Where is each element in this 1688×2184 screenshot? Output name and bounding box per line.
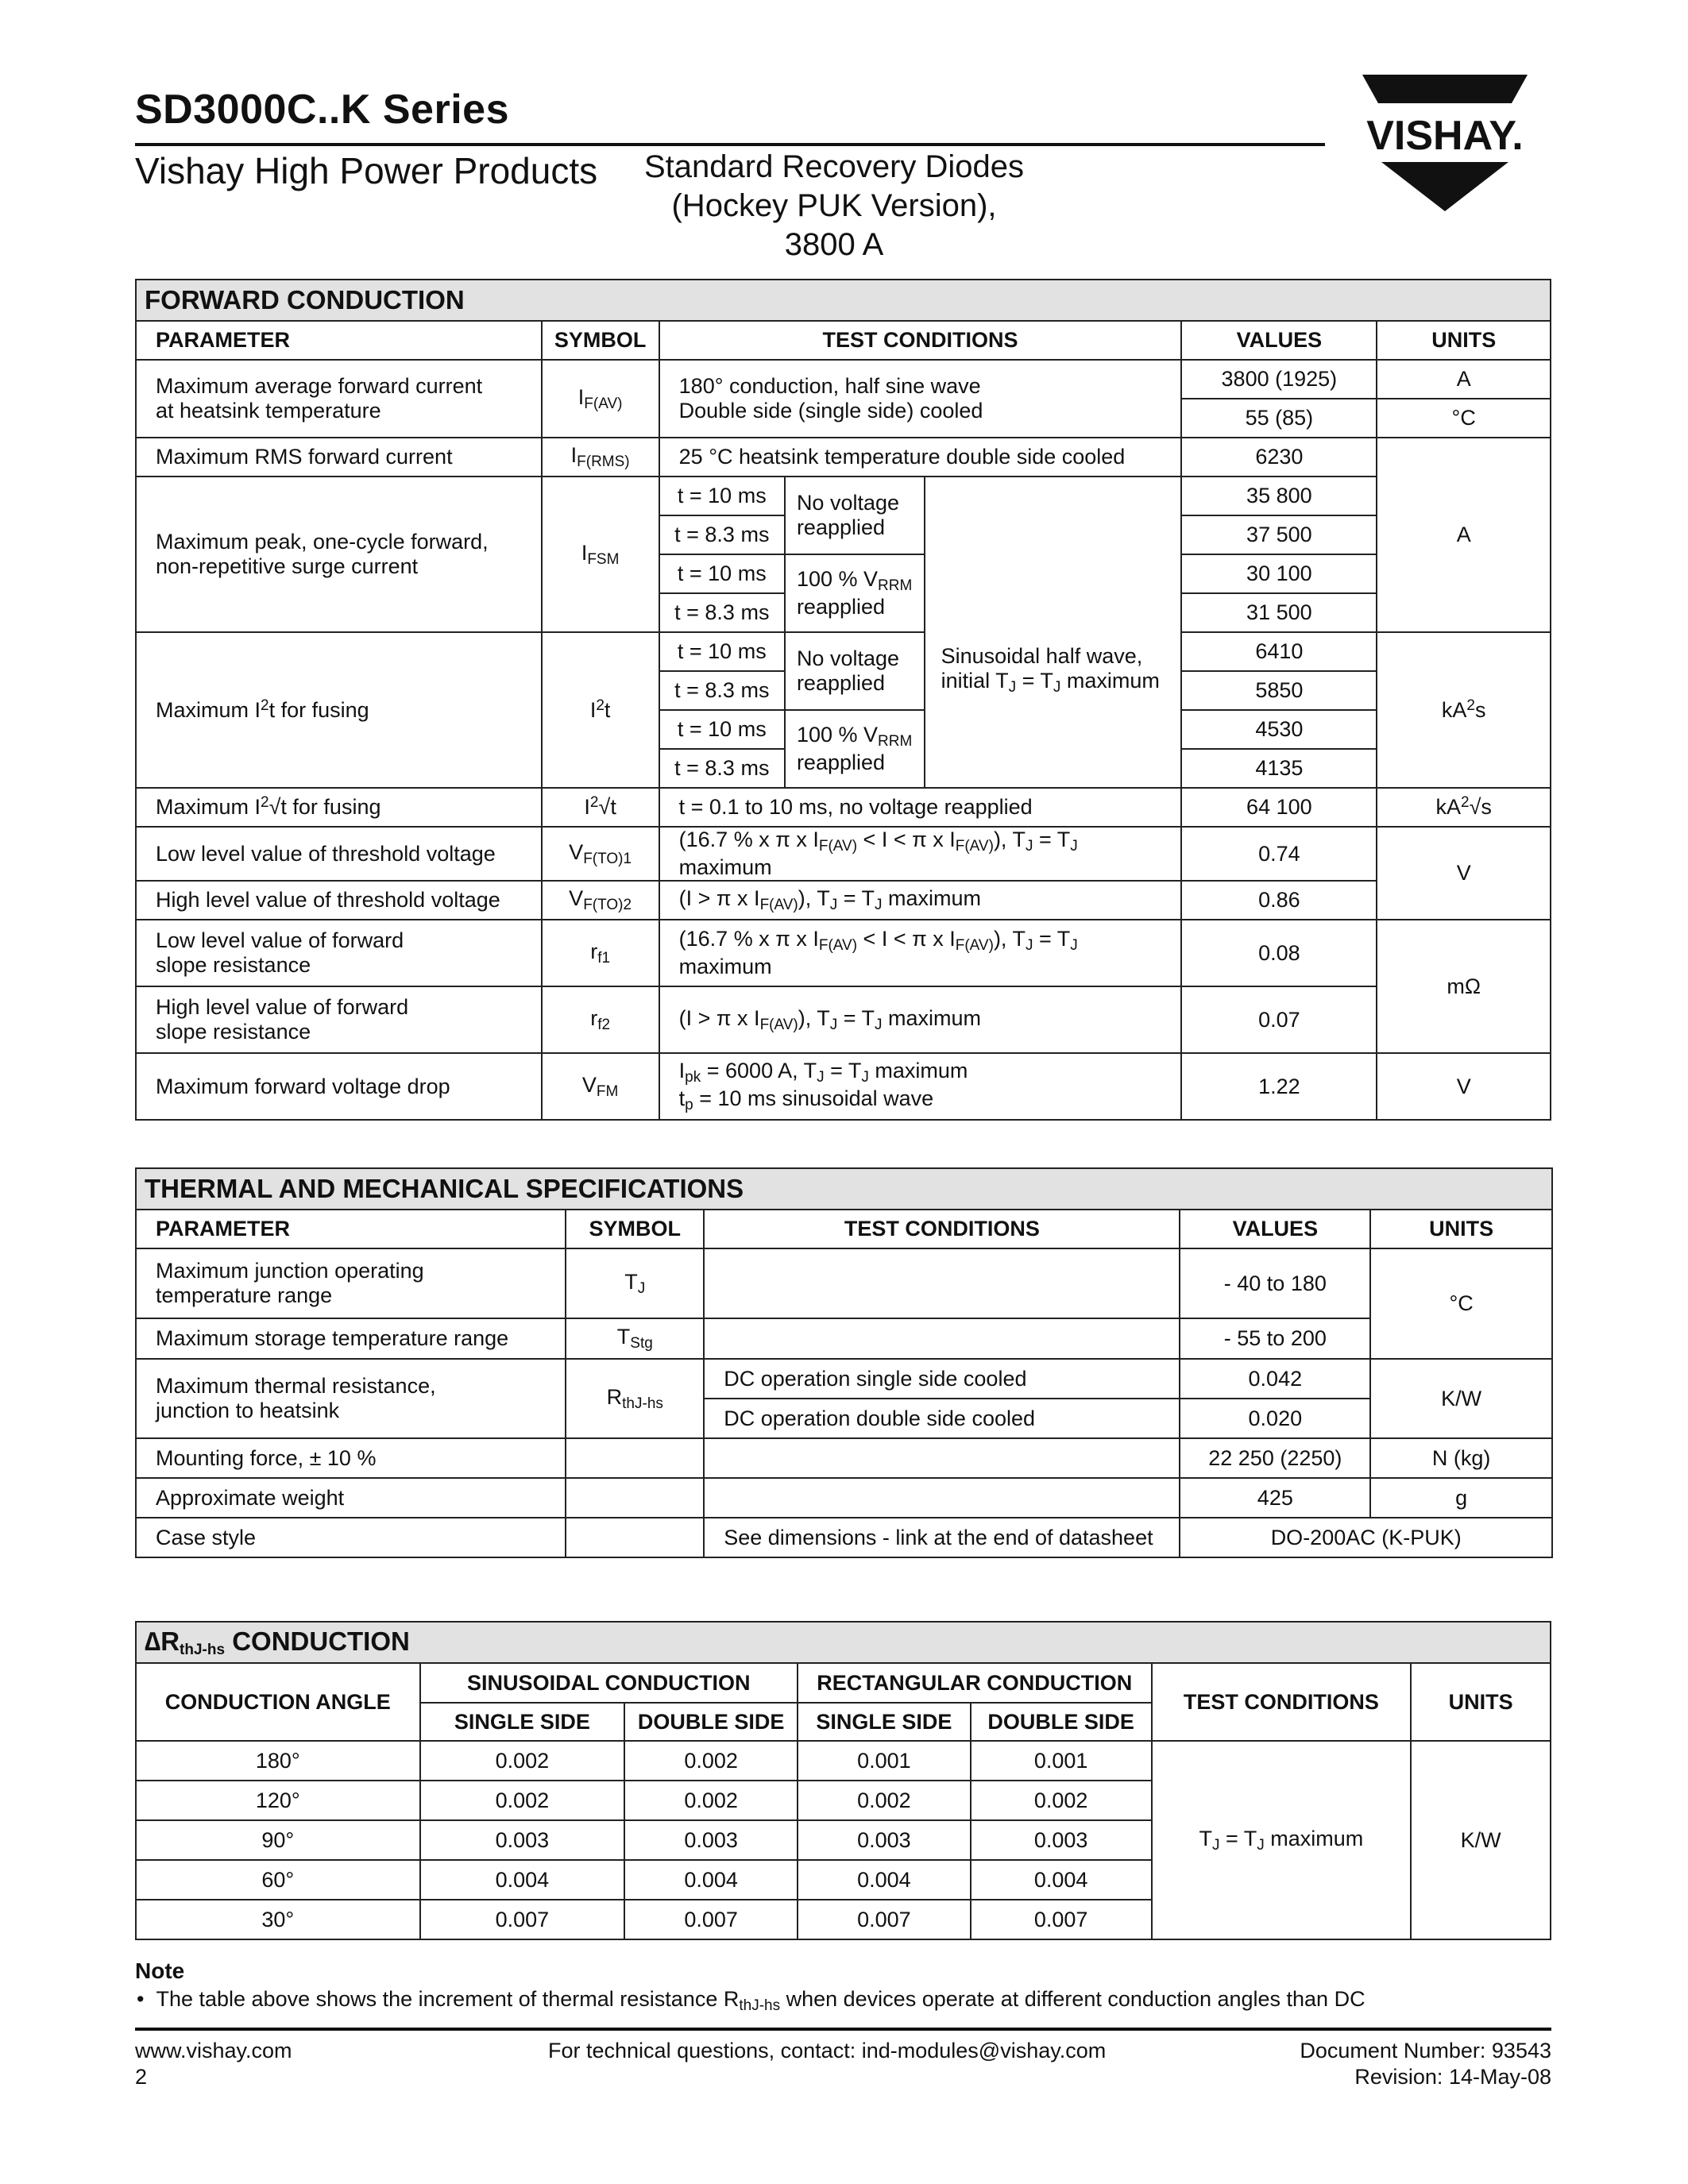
value-cell: 6230	[1181, 438, 1377, 477]
test-cell: DC operation single side cooled	[704, 1359, 1180, 1399]
unit-cell: $kA^2√s$	[1377, 788, 1551, 827]
test-cell: (I > π x $I_{F(AV)}$), $T_J = T_J$ maximum	[659, 881, 1182, 920]
test-cell	[704, 1478, 1180, 1518]
section-title: THERMAL AND MECHANICAL SPECIFICATIONS	[136, 1168, 1552, 1210]
time-cell: t = 8.3 ms	[659, 593, 785, 632]
symbol-cell	[566, 1518, 704, 1557]
subtitle-line-1: Standard Recovery Diodes	[643, 149, 1025, 184]
voltage-cond-cell: No voltage reapplied	[785, 477, 925, 554]
value-cell: 0.002	[420, 1781, 625, 1820]
time-cell: t = 10 ms	[659, 554, 785, 593]
time-cell: t = 8.3 ms	[659, 515, 785, 554]
header-rule	[135, 143, 1325, 146]
col-header-test-conditions: TEST CONDITIONS	[659, 321, 1182, 360]
contact-email-link[interactable]: ind-modules@vishay.com	[861, 2039, 1107, 2062]
col-header-values: VALUES	[1180, 1210, 1370, 1248]
time-cell: t = 8.3 ms	[659, 671, 785, 710]
value-cell: 0.003	[798, 1820, 971, 1860]
param-cell: Maximum $I^2t$ for fusing	[136, 632, 542, 788]
value-cell: 0.007	[971, 1900, 1152, 1939]
page-number: 2	[135, 2065, 148, 2089]
value-cell: 0.002	[624, 1741, 798, 1781]
symbol-cell: $T_J$	[566, 1248, 704, 1318]
value-cell: 0.004	[798, 1860, 971, 1900]
vishay-logo	[1354, 75, 1535, 214]
param-cell: Approximate weight	[136, 1478, 566, 1518]
product-subtitle	[635, 148, 1033, 264]
value-cell: 0.002	[798, 1781, 971, 1820]
symbol-cell: $I_{FSM}$	[542, 477, 659, 632]
division-name: Vishay High Power Products	[135, 150, 598, 191]
value-cell: 31 500	[1181, 593, 1377, 632]
unit-cell: K/W	[1370, 1359, 1552, 1438]
unit-cell: A	[1377, 360, 1551, 399]
value-cell: 0.001	[971, 1741, 1152, 1781]
symbol-cell: $V_{FM}$	[542, 1053, 659, 1120]
value-cell: 0.002	[420, 1741, 625, 1781]
param-cell: Maximum peak, one-cycle forward, non-repetitive surge current	[136, 477, 542, 632]
note-title: Note	[135, 1958, 185, 1983]
symbol-cell: $I_{F(AV)}$	[542, 360, 659, 438]
angle-cell: 90°	[136, 1820, 420, 1860]
voltage-cond-cell: 100 % $V_{RRM}$ reapplied	[785, 554, 925, 632]
delta-rthj-hs-table	[135, 1621, 1551, 1940]
value-cell: 37 500	[1181, 515, 1377, 554]
time-cell: t = 8.3 ms	[659, 749, 785, 788]
footer-rule	[135, 2028, 1551, 2031]
test-cell: $I_{pk} = 6000$ A, $T_J = T_J$ maximum $t_p = 10$ ms sinusoidal wave	[659, 1053, 1182, 1120]
value-cell: 0.003	[420, 1820, 625, 1860]
test-cell	[704, 1248, 1180, 1318]
value-cell: - 40 to 180	[1180, 1248, 1370, 1318]
time-cell: t = 10 ms	[659, 632, 785, 671]
value-cell: 0.042	[1180, 1359, 1370, 1399]
param-cell: Maximum average forward current at heatsink temperature	[136, 360, 542, 438]
col-header-units: UNITS	[1377, 321, 1551, 360]
symbol-cell: $V_{F(TO)2}$	[542, 881, 659, 920]
value-cell: 0.007	[420, 1900, 625, 1939]
footer-website[interactable]: www.vishay.com	[135, 2039, 292, 2062]
value-cell: 30 100	[1181, 554, 1377, 593]
unit-cell: $kA^2s$	[1377, 632, 1551, 788]
unit-cell: N (kg)	[1370, 1438, 1552, 1478]
value-cell: 0.08	[1181, 920, 1377, 986]
thermal-mechanical-table	[135, 1167, 1553, 1558]
angle-cell: 120°	[136, 1781, 420, 1820]
test-cell: $T_J = T_J$ maximum	[1152, 1741, 1412, 1939]
col-header-symbol: SYMBOL	[542, 321, 659, 360]
col-header-rectangular: RECTANGULAR CONDUCTION	[798, 1663, 1152, 1703]
param-cell: High level value of forward slope resistance	[136, 986, 542, 1053]
value-cell: 4135	[1181, 749, 1377, 788]
value-cell: 1.22	[1181, 1053, 1377, 1120]
param-cell: Maximum thermal resistance, junction to heatsink	[136, 1359, 566, 1438]
unit-cell: g	[1370, 1478, 1552, 1518]
unit-cell: V	[1377, 827, 1551, 920]
footer-contact: For technical questions, contact: ind-modules@vishay.com	[548, 2039, 1107, 2062]
param-cell: Low level value of forward slope resistance	[136, 920, 542, 986]
section-title: FORWARD CONDUCTION	[136, 280, 1551, 321]
value-cell: 35 800	[1181, 477, 1377, 515]
document-title: SD3000C..K Series	[135, 87, 509, 133]
section-title: $\Delta R_{thJ-hs}$ CONDUCTION	[136, 1622, 1551, 1663]
test-cell: 180° conduction, half sine wave Double side (single side) cooled	[659, 360, 1182, 438]
col-header-rect-double: DOUBLE SIDE	[971, 1703, 1152, 1741]
value-cell: 55 (85)	[1181, 399, 1377, 438]
unit-cell: A	[1377, 438, 1551, 632]
unit-cell: °C	[1370, 1248, 1552, 1359]
value-cell: 0.004	[624, 1860, 798, 1900]
revision-date: Revision: 14-May-08	[1354, 2065, 1551, 2089]
value-cell: 0.004	[420, 1860, 625, 1900]
col-header-rect-single: SINGLE SIDE	[798, 1703, 971, 1741]
symbol-cell: $r_{f2}$	[542, 986, 659, 1053]
value-cell: 0.74	[1181, 827, 1377, 881]
voltage-cond-cell: 100 % $V_{RRM}$ reapplied	[785, 710, 925, 788]
value-cell: 0.002	[624, 1781, 798, 1820]
col-header-parameter: PARAMETER	[136, 321, 542, 360]
col-header-units: UNITS	[1411, 1663, 1551, 1741]
symbol-cell: $R_{thJ-hs}$	[566, 1359, 704, 1438]
test-cell: DC operation double side cooled	[704, 1399, 1180, 1438]
value-cell: 0.003	[971, 1820, 1152, 1860]
symbol-cell	[566, 1438, 704, 1478]
col-header-sin-single: SINGLE SIDE	[420, 1703, 625, 1741]
value-cell: 4530	[1181, 710, 1377, 749]
param-cell: Maximum forward voltage drop	[136, 1053, 542, 1120]
unit-cell: V	[1377, 1053, 1551, 1120]
symbol-cell: $V_{F(TO)1}$	[542, 827, 659, 881]
unit-cell: K/W	[1411, 1741, 1551, 1939]
param-cell: Mounting force, ± 10 %	[136, 1438, 566, 1478]
param-cell: Low level value of threshold voltage	[136, 827, 542, 881]
param-cell: Maximum $I^2√t$ for fusing	[136, 788, 542, 827]
symbol-cell: $I^2√t$	[542, 788, 659, 827]
symbol-cell: $T_{Stg}$	[566, 1318, 704, 1359]
test-cell	[704, 1438, 1180, 1478]
value-cell: 22 250 (2250)	[1180, 1438, 1370, 1478]
bullet-icon: •	[137, 1987, 145, 2011]
param-cell: Maximum junction operating temperature range	[136, 1248, 566, 1318]
angle-cell: 30°	[136, 1900, 420, 1939]
value-cell: 425	[1180, 1478, 1370, 1518]
logo-wordmark: VISHAY.	[1366, 113, 1524, 159]
note-text: • The table above shows the increment of thermal resistance $R_{thJ-hs}$ when devices operate at different conduction angles than DC	[137, 1987, 1365, 2014]
unit-cell: °C	[1377, 399, 1551, 438]
col-header-units: UNITS	[1370, 1210, 1552, 1248]
test-cell: See dimensions - link at the end of datasheet	[704, 1518, 1180, 1557]
col-header-test-conditions: TEST CONDITIONS	[1152, 1663, 1412, 1741]
col-header-sinusoidal: SINUSOIDAL CONDUCTION	[420, 1663, 798, 1703]
col-header-test-conditions: TEST CONDITIONS	[704, 1210, 1180, 1248]
value-cell: 0.07	[1181, 986, 1377, 1053]
param-cell: Maximum RMS forward current	[136, 438, 542, 477]
col-header-parameter: PARAMETER	[136, 1210, 566, 1248]
param-cell: High level value of threshold voltage	[136, 881, 542, 920]
value-cell: 0.003	[624, 1820, 798, 1860]
value-cell: 0.020	[1180, 1399, 1370, 1438]
test-cell: (I > π x $I_{F(AV)}$), $T_J = T_J$ maximum	[659, 986, 1182, 1053]
value-cell: 5850	[1181, 671, 1377, 710]
test-cell	[704, 1318, 1180, 1359]
symbol-cell: $I_{F(RMS)}$	[542, 438, 659, 477]
value-cell: - 55 to 200	[1180, 1318, 1370, 1359]
value-cell: 0.86	[1181, 881, 1377, 920]
param-cell: Maximum storage temperature range	[136, 1318, 566, 1359]
document-number: Document Number: 93543	[1300, 2039, 1551, 2062]
test-cell: 25 °C heatsink temperature double side cooled	[659, 438, 1182, 477]
voltage-cond-cell: No voltage reapplied	[785, 632, 925, 710]
unit-cell: mΩ	[1377, 920, 1551, 1053]
symbol-cell: $r_{f1}$	[542, 920, 659, 986]
test-cell: t = 0.1 to 10 ms, no voltage reapplied	[659, 788, 1182, 827]
time-cell: t = 10 ms	[659, 710, 785, 749]
value-cell: 0.007	[624, 1900, 798, 1939]
value-cell: 0.001	[798, 1741, 971, 1781]
forward-conduction-table	[135, 279, 1551, 1121]
time-cell: t = 10 ms	[659, 477, 785, 515]
col-header-values: VALUES	[1181, 321, 1377, 360]
col-header-sin-double: DOUBLE SIDE	[624, 1703, 798, 1741]
subtitle-line-2: (Hockey PUK Version),	[671, 188, 997, 223]
subtitle-line-3: 3800 A	[784, 227, 884, 262]
symbol-cell	[566, 1478, 704, 1518]
symbol-cell: $I^2t$	[542, 632, 659, 788]
value-cell: 0.004	[971, 1860, 1152, 1900]
value-cell: 0.002	[971, 1781, 1152, 1820]
value-cell: 6410	[1181, 632, 1377, 671]
value-cell: 64 100	[1181, 788, 1377, 827]
col-header-symbol: SYMBOL	[566, 1210, 704, 1248]
angle-cell: 180°	[136, 1741, 420, 1781]
value-cell: 3800 (1925)	[1181, 360, 1377, 399]
angle-cell: 60°	[136, 1860, 420, 1900]
table-row	[136, 1741, 1551, 1781]
test-cell: (16.7 % x π x $I_{F(AV)} < I < \pi$ x $I_{F(AV)}$), $T_J = T_J$ maximum	[659, 827, 1182, 881]
value-cell: 0.007	[798, 1900, 971, 1939]
param-cell: Case style	[136, 1518, 566, 1557]
test-cell: (16.7 % x π x $I_{F(AV)} < I < \pi$ x $I_{F(AV)}$), $T_J = T_J$ maximum	[659, 920, 1182, 986]
col-header-conduction-angle: CONDUCTION ANGLE	[136, 1663, 420, 1741]
value-cell: DO-200AC (K-PUK)	[1180, 1518, 1552, 1557]
sine-cond-cell: Sinusoidal half wave, initial $T_J = T_J$ maximum	[925, 477, 1182, 788]
